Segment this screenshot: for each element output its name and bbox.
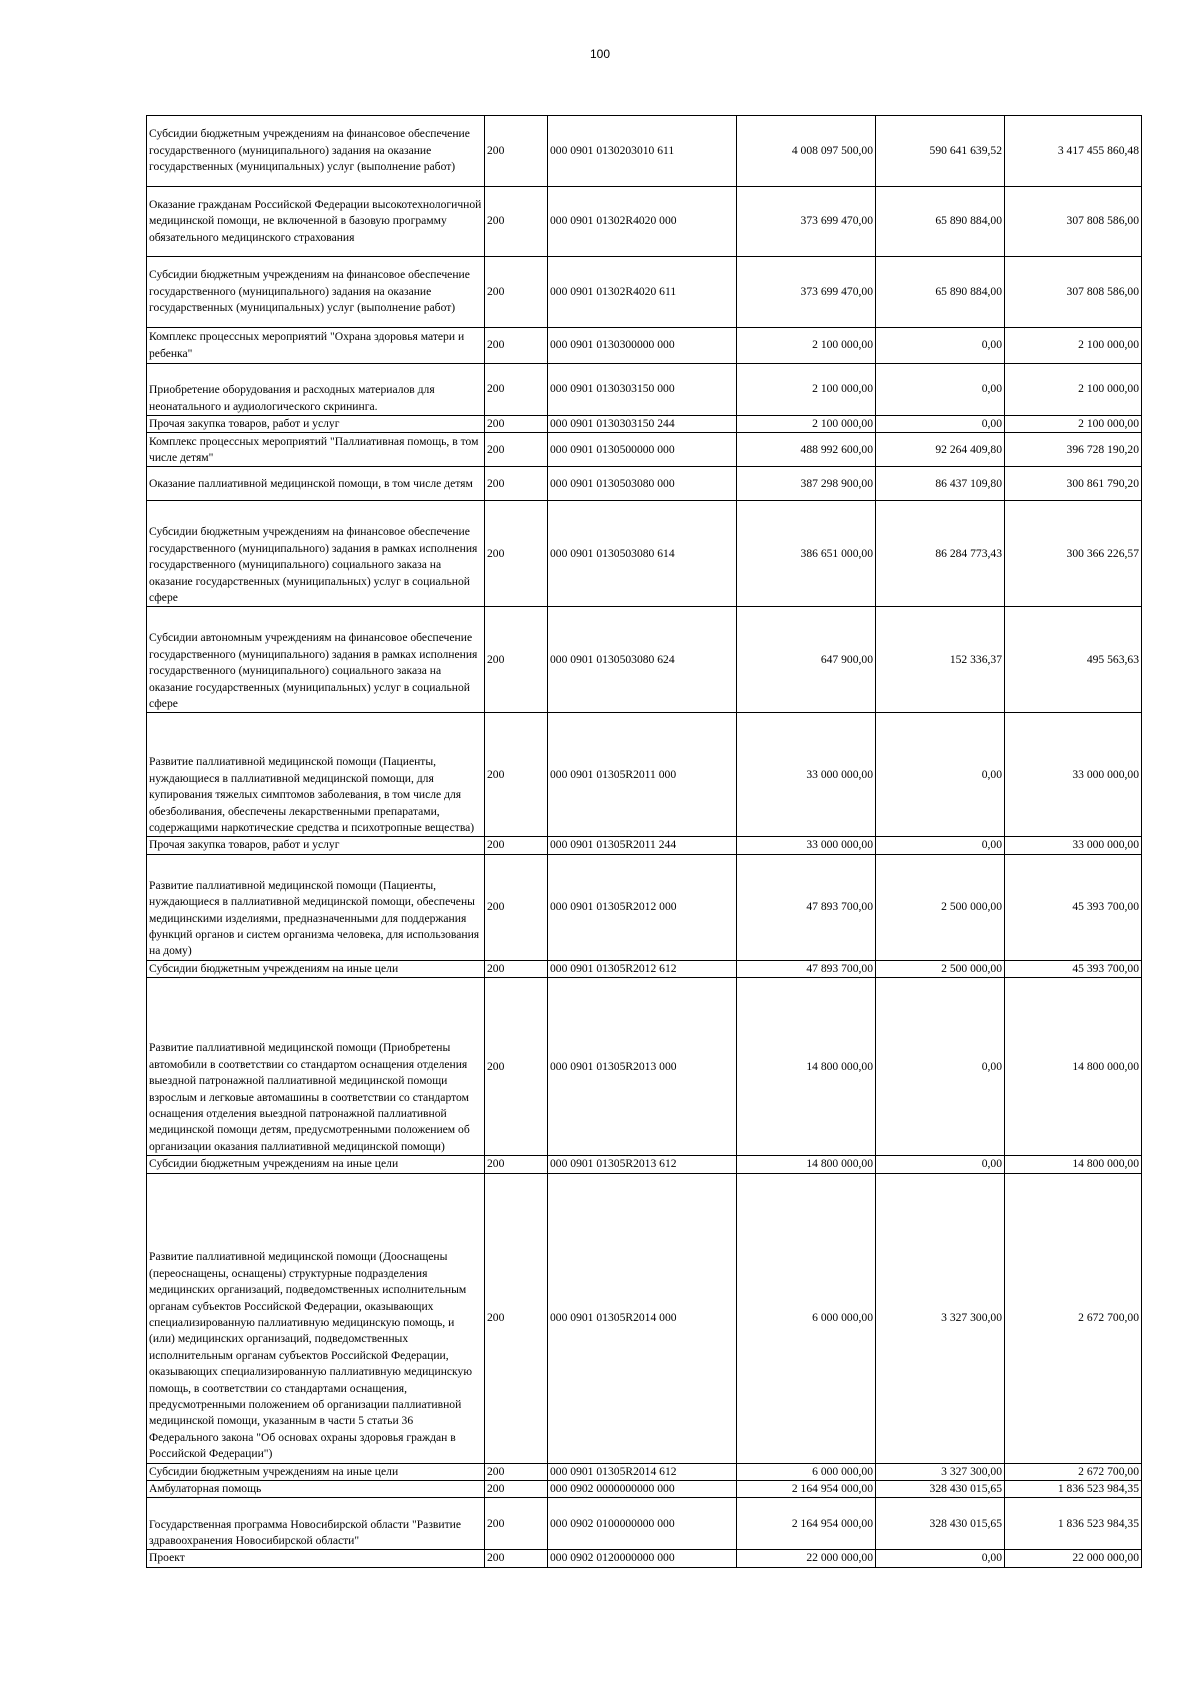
table-row: [147, 257, 1142, 328]
expense-name-cell: Субсидии бюджетным учреждениям на финансовое обеспечение государственного (муниципального) задания в рамках исполнения государственного (муниципального) социального заказа на оказание государственных (муниципальных) услуг в социальной сфере: [147, 501, 485, 607]
executed-amount-cell: 0,00: [876, 364, 1005, 416]
executed-amount-cell: 328 430 015,65: [876, 1498, 1005, 1550]
budget-execution-table: [146, 115, 1142, 1568]
budget-classification-code-cell: 000 0901 01305R2014 000: [548, 1173, 737, 1463]
remaining-amount-cell: 300 366 226,57: [1005, 501, 1142, 607]
admin-code-cell: 200: [485, 837, 548, 854]
budget-classification-code-cell: 000 0901 0130303150 000: [548, 364, 737, 416]
table-row: [147, 467, 1142, 501]
approved-amount-cell: 387 298 900,00: [737, 467, 876, 501]
admin-code-cell: 200: [485, 1156, 548, 1173]
table-row: [147, 433, 1142, 467]
executed-amount-cell: 0,00: [876, 978, 1005, 1156]
executed-amount-cell: 0,00: [876, 713, 1005, 837]
expense-name-cell: Субсидии бюджетным учреждениям на финансовое обеспечение государственного (муниципального) задания на оказание государственных (муниципальных) услуг (выполнение работ): [147, 257, 485, 328]
admin-code-cell: 200: [485, 364, 548, 416]
remaining-amount-cell: 2 672 700,00: [1005, 1463, 1142, 1480]
table-row: [147, 854, 1142, 960]
admin-code-cell: 200: [485, 1550, 548, 1567]
table-row: [147, 607, 1142, 713]
approved-amount-cell: 373 699 470,00: [737, 257, 876, 328]
remaining-amount-cell: 45 393 700,00: [1005, 854, 1142, 960]
expense-name-cell: Прочая закупка товаров, работ и услуг: [147, 837, 485, 854]
budget-classification-code-cell: 000 0902 0000000000 000: [548, 1481, 737, 1498]
budget-classification-code-cell: 000 0901 0130503080 000: [548, 467, 737, 501]
executed-amount-cell: 2 500 000,00: [876, 960, 1005, 977]
expense-name-cell: Амбулаторная помощь: [147, 1481, 485, 1498]
remaining-amount-cell: 1 836 523 984,35: [1005, 1481, 1142, 1498]
budget-classification-code-cell: 000 0901 01305R2014 612: [548, 1463, 737, 1480]
expense-name-cell: Государственная программа Новосибирской области "Развитие здравоохранения Новосибирской области": [147, 1498, 485, 1550]
approved-amount-cell: 2 164 954 000,00: [737, 1498, 876, 1550]
expense-name-cell: Комплекс процессных мероприятий "Охрана здоровья матери и ребенка": [147, 328, 485, 364]
admin-code-cell: 200: [485, 1173, 548, 1463]
table-row: [147, 1481, 1142, 1498]
budget-classification-code-cell: 000 0901 01305R2011 244: [548, 837, 737, 854]
budget-classification-code-cell: 000 0901 01302R4020 000: [548, 187, 737, 257]
budget-classification-code-cell: 000 0901 01305R2013 000: [548, 978, 737, 1156]
admin-code-cell: 200: [485, 1481, 548, 1498]
remaining-amount-cell: 2 100 000,00: [1005, 416, 1142, 433]
expense-name-cell: Развитие паллиативной медицинской помощи (Дооснащены (переоснащены, оснащены) структурные подразделения медицинских организаций, подведомственных исполнительным органам субъектов Российской Федерации, оказывающих специализированную паллиативную медицинскую помощь, и (или) медицинских организаций, подведомственных исполнительным органам субъектов Российской Федерации, оказывающих специализированную паллиативную медицинскую помощь, в соответствии со стандартами оснащения, предусмотренными положением об организации паллиативной медицинской помощи, указанным в части 5 статьи 36 Федерального закона "Об основах охраны здоровья граждан в Российской Федерации"): [147, 1173, 485, 1463]
remaining-amount-cell: 2 100 000,00: [1005, 364, 1142, 416]
executed-amount-cell: 86 437 109,80: [876, 467, 1005, 501]
approved-amount-cell: 47 893 700,00: [737, 854, 876, 960]
table-body: [147, 116, 1142, 1568]
budget-classification-code-cell: 000 0901 01305R2012 612: [548, 960, 737, 977]
table-row: [147, 116, 1142, 187]
expense-name-cell: Субсидии бюджетным учреждениям на финансовое обеспечение государственного (муниципального) задания на оказание государственных (муниципальных) услуг (выполнение работ): [147, 116, 485, 187]
approved-amount-cell: 47 893 700,00: [737, 960, 876, 977]
remaining-amount-cell: 1 836 523 984,35: [1005, 1498, 1142, 1550]
admin-code-cell: 200: [485, 978, 548, 1156]
budget-classification-code-cell: 000 0901 0130203010 611: [548, 116, 737, 187]
remaining-amount-cell: 300 861 790,20: [1005, 467, 1142, 501]
admin-code-cell: 200: [485, 116, 548, 187]
executed-amount-cell: 0,00: [876, 1156, 1005, 1173]
admin-code-cell: 200: [485, 501, 548, 607]
remaining-amount-cell: 2 672 700,00: [1005, 1173, 1142, 1463]
executed-amount-cell: 3 327 300,00: [876, 1463, 1005, 1480]
remaining-amount-cell: 307 808 586,00: [1005, 257, 1142, 328]
expense-name-cell: Субсидии автономным учреждениям на финансовое обеспечение государственного (муниципального) задания в рамках исполнения государственного (муниципального) социального заказа на оказание государственных (муниципальных) услуг в социальной сфере: [147, 607, 485, 713]
admin-code-cell: 200: [485, 467, 548, 501]
expense-name-cell: Приобретение оборудования и расходных материалов для неонатального и аудиологического скрининга.: [147, 364, 485, 416]
table-row: [147, 1498, 1142, 1550]
expense-name-cell: Субсидии бюджетным учреждениям на иные цели: [147, 960, 485, 977]
approved-amount-cell: 2 100 000,00: [737, 364, 876, 416]
table-row: [147, 364, 1142, 416]
remaining-amount-cell: 33 000 000,00: [1005, 837, 1142, 854]
approved-amount-cell: 386 651 000,00: [737, 501, 876, 607]
table-row: [147, 1156, 1142, 1173]
executed-amount-cell: 65 890 884,00: [876, 187, 1005, 257]
remaining-amount-cell: 14 800 000,00: [1005, 1156, 1142, 1173]
executed-amount-cell: 0,00: [876, 328, 1005, 364]
expense-name-cell: Субсидии бюджетным учреждениям на иные цели: [147, 1463, 485, 1480]
executed-amount-cell: 152 336,37: [876, 607, 1005, 713]
expense-name-cell: Прочая закупка товаров, работ и услуг: [147, 416, 485, 433]
budget-classification-code-cell: 000 0901 01305R2011 000: [548, 713, 737, 837]
page-number: 100: [589, 47, 611, 61]
expense-name-cell: Субсидии бюджетным учреждениям на иные цели: [147, 1156, 485, 1173]
executed-amount-cell: 328 430 015,65: [876, 1481, 1005, 1498]
expense-name-cell: Комплекс процессных мероприятий "Паллиативная помощь, в том числе детям": [147, 433, 485, 467]
admin-code-cell: 200: [485, 328, 548, 364]
expense-name-cell: Оказание паллиативной медицинской помощи, в том числе детям: [147, 467, 485, 501]
budget-classification-code-cell: 000 0901 01305R2012 000: [548, 854, 737, 960]
approved-amount-cell: 373 699 470,00: [737, 187, 876, 257]
approved-amount-cell: 488 992 600,00: [737, 433, 876, 467]
expense-name-cell: Развитие паллиативной медицинской помощи (Приобретены автомобили в соответствии со стандартом оснащения отделения выездной патронажной паллиативной медицинской помощи взрослым и легковые автомашины в соответствии со стандартом оснащения отделения выездной патронажной паллиативной медицинской помощи детям, предусмотренными положением об организации оказания паллиативной медицинской помощи): [147, 978, 485, 1156]
admin-code-cell: 200: [485, 433, 548, 467]
budget-classification-code-cell: 000 0901 01302R4020 611: [548, 257, 737, 328]
table-row: [147, 1173, 1142, 1463]
approved-amount-cell: 4 008 097 500,00: [737, 116, 876, 187]
budget-classification-code-cell: 000 0901 0130500000 000: [548, 433, 737, 467]
approved-amount-cell: 33 000 000,00: [737, 713, 876, 837]
admin-code-cell: 200: [485, 1498, 548, 1550]
executed-amount-cell: 65 890 884,00: [876, 257, 1005, 328]
budget-classification-code-cell: 000 0901 01305R2013 612: [548, 1156, 737, 1173]
table-row: [147, 837, 1142, 854]
admin-code-cell: 200: [485, 713, 548, 837]
remaining-amount-cell: 495 563,63: [1005, 607, 1142, 713]
budget-classification-code-cell: 000 0901 0130503080 614: [548, 501, 737, 607]
table-row: [147, 187, 1142, 257]
budget-classification-code-cell: 000 0901 0130503080 624: [548, 607, 737, 713]
remaining-amount-cell: 14 800 000,00: [1005, 978, 1142, 1156]
admin-code-cell: 200: [485, 416, 548, 433]
admin-code-cell: 200: [485, 257, 548, 328]
executed-amount-cell: 86 284 773,43: [876, 501, 1005, 607]
approved-amount-cell: 2 164 954 000,00: [737, 1481, 876, 1498]
remaining-amount-cell: 3 417 455 860,48: [1005, 116, 1142, 187]
expense-name-cell: Проект: [147, 1550, 485, 1567]
approved-amount-cell: 14 800 000,00: [737, 978, 876, 1156]
admin-code-cell: 200: [485, 187, 548, 257]
table-row: [147, 1463, 1142, 1480]
table-row: [147, 1550, 1142, 1567]
expense-name-cell: Развитие паллиативной медицинской помощи (Пациенты, нуждающиеся в паллиативной медицинской помощи, обеспечены медицинскими изделиями, предназначенными для поддержания функций органов и систем организма человека, для использования на дому): [147, 854, 485, 960]
executed-amount-cell: 590 641 639,52: [876, 116, 1005, 187]
table-row: [147, 978, 1142, 1156]
expense-name-cell: Оказание гражданам Российской Федерации высокотехнологичной медицинской помощи, не включенной в базовую программу обязательного медицинского страхования: [147, 187, 485, 257]
executed-amount-cell: 0,00: [876, 1550, 1005, 1567]
approved-amount-cell: 6 000 000,00: [737, 1173, 876, 1463]
approved-amount-cell: 2 100 000,00: [737, 416, 876, 433]
remaining-amount-cell: 22 000 000,00: [1005, 1550, 1142, 1567]
table-row: [147, 416, 1142, 433]
executed-amount-cell: 0,00: [876, 837, 1005, 854]
budget-classification-code-cell: 000 0901 0130300000 000: [548, 328, 737, 364]
table-row: [147, 328, 1142, 364]
approved-amount-cell: 6 000 000,00: [737, 1463, 876, 1480]
approved-amount-cell: 14 800 000,00: [737, 1156, 876, 1173]
expense-name-cell: Развитие паллиативной медицинской помощи (Пациенты, нуждающиеся в паллиативной медицинской помощи, для купирования тяжелых симптомов заболевания, в том числе для обезболивания, обеспечены лекарственными препаратами, содержащими наркотические средства и психотропные вещества): [147, 713, 485, 837]
remaining-amount-cell: 33 000 000,00: [1005, 713, 1142, 837]
approved-amount-cell: 33 000 000,00: [737, 837, 876, 854]
executed-amount-cell: 3 327 300,00: [876, 1173, 1005, 1463]
budget-classification-code-cell: 000 0901 0130303150 244: [548, 416, 737, 433]
remaining-amount-cell: 396 728 190,20: [1005, 433, 1142, 467]
table-row: [147, 960, 1142, 977]
table-row: [147, 501, 1142, 607]
remaining-amount-cell: 45 393 700,00: [1005, 960, 1142, 977]
approved-amount-cell: 22 000 000,00: [737, 1550, 876, 1567]
executed-amount-cell: 92 264 409,80: [876, 433, 1005, 467]
admin-code-cell: 200: [485, 960, 548, 977]
approved-amount-cell: 2 100 000,00: [737, 328, 876, 364]
table-row: [147, 713, 1142, 837]
remaining-amount-cell: 2 100 000,00: [1005, 328, 1142, 364]
executed-amount-cell: 0,00: [876, 416, 1005, 433]
admin-code-cell: 200: [485, 1463, 548, 1480]
budget-classification-code-cell: 000 0902 0100000000 000: [548, 1498, 737, 1550]
budget-classification-code-cell: 000 0902 0120000000 000: [548, 1550, 737, 1567]
approved-amount-cell: 647 900,00: [737, 607, 876, 713]
admin-code-cell: 200: [485, 854, 548, 960]
admin-code-cell: 200: [485, 607, 548, 713]
executed-amount-cell: 2 500 000,00: [876, 854, 1005, 960]
remaining-amount-cell: 307 808 586,00: [1005, 187, 1142, 257]
